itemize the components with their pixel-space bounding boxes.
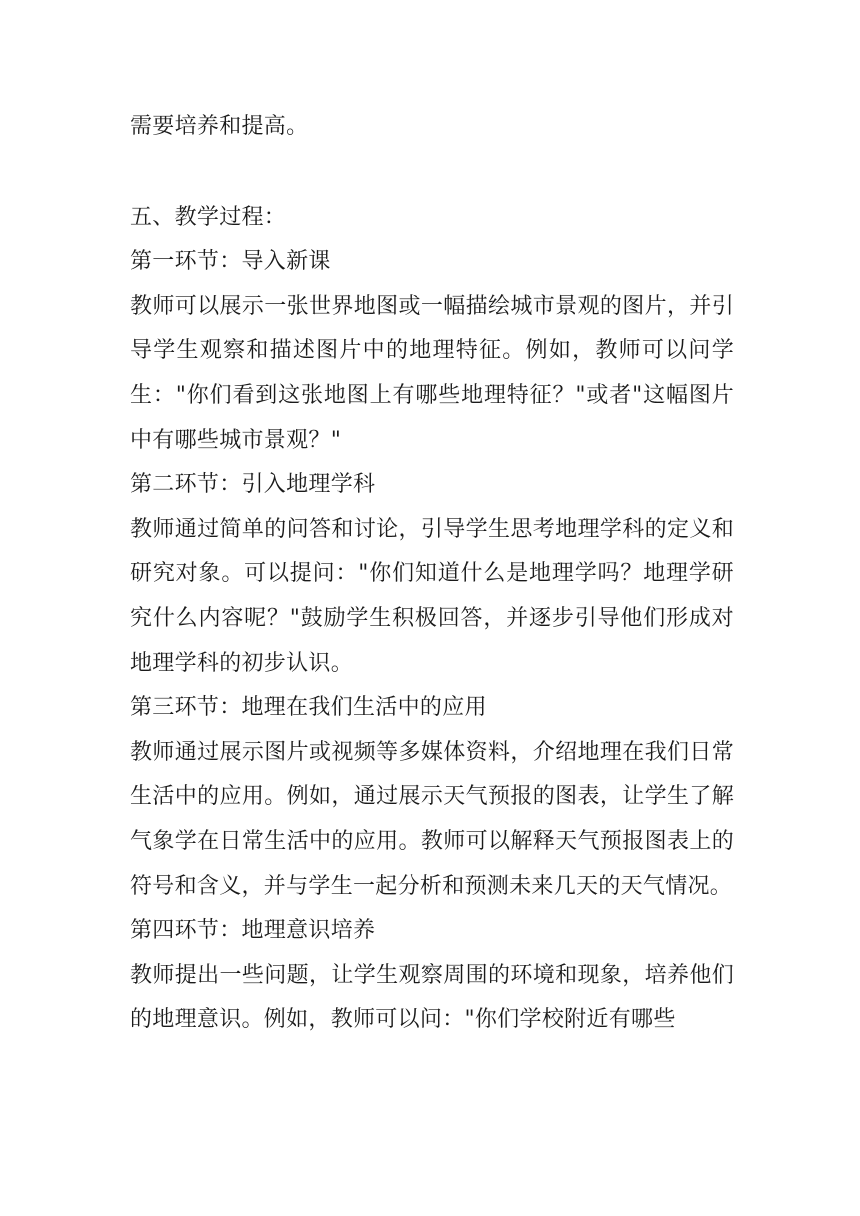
paragraph-gap — [130, 150, 734, 196]
step-1-title: 第一环节：导入新课 — [130, 249, 331, 275]
step-3-body: 教师通过展示图片或视频等多媒体资料，介绍地理在我们日常生活中的应用。例如，通过展示天气预报的图表，让学生了解气象学在日常生活中的应用。教师可以解释天气预报图表上的符号和含义，并与学生一起分析和预测未来几天的天气情况。 — [130, 739, 734, 899]
section-heading: 五、教学过程： — [130, 204, 287, 230]
step-4-body: 教师提出一些问题，让学生观察周围的环境和现象，培养他们的地理意识。例如，教师可以问："你们学校附近有哪些 — [130, 962, 734, 1033]
step-4-title: 第四环节：地理意识培养 — [130, 918, 376, 944]
document-content — [130, 105, 734, 1043]
step-2-title: 第二环节：引入地理学科 — [130, 472, 376, 498]
step-3-title: 第三环节：地理在我们生活中的应用 — [130, 695, 487, 721]
lead-text: 需要培养和提高。 — [130, 114, 309, 139]
step-1-body: 教师可以展示一张世界地图或一幅描绘城市景观的图片，并引导学生观察和描述图片中的地理特征。例如，教师可以问学生："你们看到这张地图上有哪些地理特征？"或者"这幅图片中有哪些城市景观？" — [130, 293, 734, 453]
step-2-body: 教师通过简单的问答和讨论，引导学生思考地理学科的定义和研究对象。可以提问："你们知道什么是地理学吗？地理学研究什么内容呢？"鼓励学生积极回答，并逐步引导他们形成对地理学科的初步认识。 — [130, 516, 734, 676]
